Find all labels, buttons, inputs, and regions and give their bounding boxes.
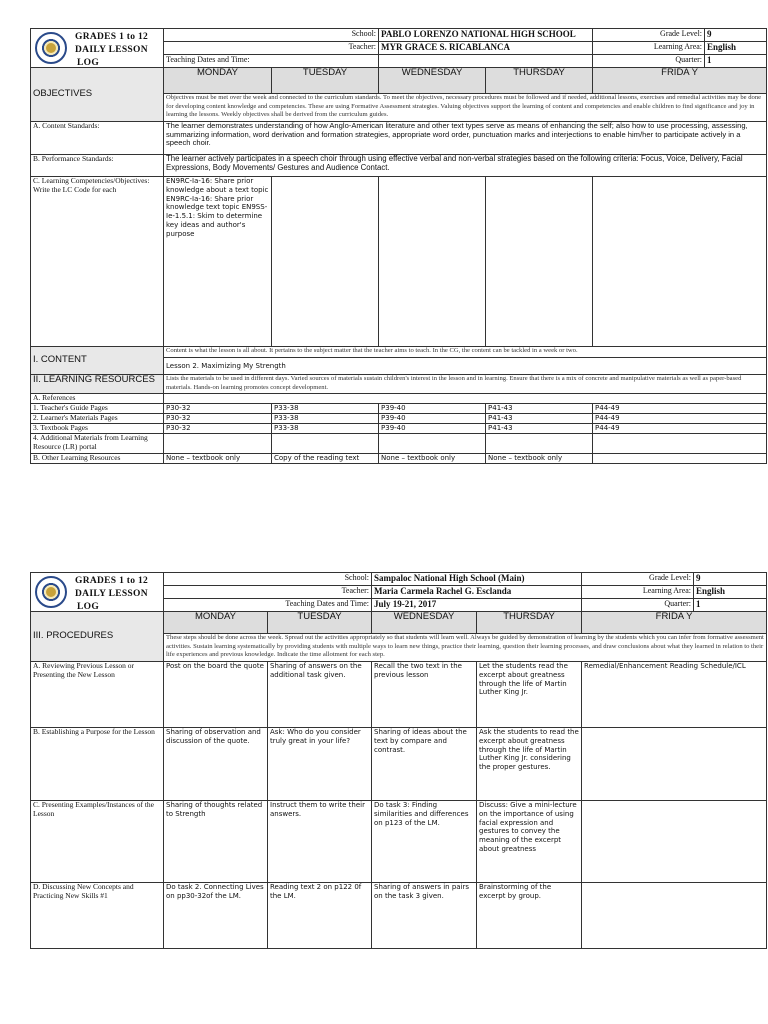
resource-row-label: 1. Teacher's Guide Pages [31, 404, 164, 414]
content-text: Lesson 2. Maximizing My Strength [164, 358, 767, 375]
resource-cell: P33-38 [272, 424, 379, 434]
procedure-cell: Reading text 2 on p122 0f the LM. [268, 883, 372, 949]
resource-cell: Copy of the reading text [272, 454, 379, 464]
title-line: DAILY LESSON [75, 589, 148, 599]
procedure-cell: Sharing of answers on the additional task given. [268, 662, 372, 728]
school-label: School: [164, 573, 372, 586]
references-label: A. References [31, 394, 164, 404]
procedure-cell [582, 728, 767, 801]
procedure-cell: Discuss: Give a mini-lecture on the importance of using facial expression and gestures to convey the meaning of the excerpt about greatness [477, 801, 582, 883]
day-monday: MONDAY [164, 612, 268, 634]
procedures-note: These steps should be done across the week. Spread out the activities appropriately so that students will learn well. Always be guided by demonstration of learning by the students which you can infer from formative assessment activities. Sustain learning systematically by providing students with multiple ways to learn new things, practice their learning, question their learning processes, and draw conclusions about what they learned in relation to their life experiences and previous knowledge. Indicate the time allotment for each step. [164, 634, 767, 662]
resource-cell [272, 434, 379, 454]
resource-row-label: 3. Textbook Pages [31, 424, 164, 434]
grade-label: Grade Level: [593, 29, 705, 42]
resource-cell: P44-49 [593, 424, 767, 434]
procedure-cell: Sharing of ideas about the text by compare and contrast. [372, 728, 477, 801]
teacher-label: Teacher: [164, 42, 379, 55]
title-line: LOG [77, 58, 100, 68]
competencies-tuesday [272, 177, 379, 347]
header-logo-block [31, 29, 164, 68]
title-line: GRADES 1 to 12 [75, 32, 149, 42]
lesson-log-page-1 [30, 28, 766, 464]
lesson-log-page-2 [30, 572, 766, 949]
title-line: DAILY LESSON [75, 45, 148, 55]
teacher-value: Maria Carmela Rachel G. Esclanda [372, 586, 582, 599]
resource-cell: None – textbook only [486, 454, 593, 464]
resource-cell: None – textbook only [164, 454, 272, 464]
procedure-cell: Post on the board the quote [164, 662, 268, 728]
day-wednesday: WEDNESDAY [372, 612, 477, 634]
competencies-friday [593, 177, 767, 347]
resource-cell: P44-49 [593, 414, 767, 424]
procedure-cell [582, 883, 767, 949]
dates-label: Teaching Dates and Time: [164, 55, 379, 68]
procedure-cell: Instruct them to write their answers. [268, 801, 372, 883]
title-line: LOG [77, 602, 100, 612]
resource-cell: P33-38 [272, 414, 379, 424]
content-standards-label: A. Content Standards: [31, 122, 164, 155]
resource-row-label: 4. Additional Materials from Learning Resource (LR) portal [31, 434, 164, 454]
resources-label: II. LEARNING RESOURCES [31, 375, 164, 394]
day-monday: MONDAY [164, 68, 272, 94]
grade-value: 9 [705, 29, 767, 42]
content-label: I. CONTENT [31, 347, 164, 375]
procedure-cell: Ask the students to read the excerpt about greatness through the life of Martin Luther King Jr. considering the proper gestures. [477, 728, 582, 801]
resource-cell: P33-38 [272, 404, 379, 414]
day-thursday: THURSDAY [486, 68, 593, 94]
day-thursday: THURSDAY [477, 612, 582, 634]
competencies-monday: EN9RC-Ia-16: Share prior knowledge about a text topic EN9RC-Ia-16: Share prior knowledge text topic EN9SS-Ie-1.5.1: Skim to determine key ideas and author's purpose [164, 177, 272, 347]
day-friday: FRIDA Y [582, 612, 767, 634]
procedure-row-label: B. Establishing a Purpose for the Lesson [31, 728, 164, 801]
day-tuesday: TUESDAY [272, 68, 379, 94]
resource-row-label: 2. Learner's Materials Pages [31, 414, 164, 424]
references-blank [164, 394, 767, 404]
teacher-label: Teacher: [164, 586, 372, 599]
competencies-thursday [486, 177, 593, 347]
resource-cell: P39-40 [379, 404, 486, 414]
competencies-wednesday [379, 177, 486, 347]
procedure-cell: Do task 3: Finding similarities and differences on p123 of the LM. [372, 801, 477, 883]
quarter-value: 1 [694, 599, 767, 612]
resource-cell: P30-32 [164, 404, 272, 414]
lesson-log-table-1 [30, 28, 767, 464]
procedure-row-label: A. Reviewing Previous Lesson or Presenting the New Lesson [31, 662, 164, 728]
dates-value: July 19-21, 2017 [372, 599, 582, 612]
dates-label: Teaching Dates and Time: [164, 599, 372, 612]
content-standards-text: The learner demonstrates understanding of how Anglo-American literature and other text types serve as means of enhancing the self; also how to use processing, assessing, summarizing information, word derivation and formation strategies, appropriate word order, punctuation marks and interjections to enable him/her to participate actively in a speech choir. [164, 122, 767, 155]
header-title [75, 575, 148, 612]
day-tuesday: TUESDAY [268, 612, 372, 634]
resource-cell [486, 434, 593, 454]
resource-cell: None – textbook only [379, 454, 486, 464]
school-value: PABLO LORENZO NATIONAL HIGH SCHOOL [379, 29, 593, 42]
procedure-cell: Recall the two text in the previous lesson [372, 662, 477, 728]
resource-cell [379, 434, 486, 454]
resource-cell: P30-32 [164, 424, 272, 434]
resource-cell [593, 454, 767, 464]
competencies-label: C. Learning Competencies/Objectives: Write the LC Code for each [31, 177, 164, 347]
quarter-label: Quarter: [582, 599, 694, 612]
grade-value: 9 [694, 573, 767, 586]
title-line: GRADES 1 to 12 [75, 576, 149, 586]
resource-cell: P39-40 [379, 414, 486, 424]
objectives-label: OBJECTIVES [31, 68, 164, 122]
procedure-row-label: C. Presenting Examples/Instances of the Lesson [31, 801, 164, 883]
area-label: Learning Area: [593, 42, 705, 55]
procedure-cell: Remedial/Enhancement Reading Schedule/ICL [582, 662, 767, 728]
performance-standards-label: B. Performance Standards: [31, 155, 164, 177]
header-title [75, 31, 148, 68]
quarter-label: Quarter: [593, 55, 705, 68]
procedure-cell: Brainstorming of the excerpt by group. [477, 883, 582, 949]
procedures-label: III. PROCEDURES [31, 612, 164, 662]
resource-cell: P41-43 [486, 404, 593, 414]
resource-cell [164, 434, 272, 454]
resources-note: Lists the materials to be used in different days. Varied sources of materials sustain children's interest in the lesson and in learning. Ensure that there is a mix of concrete and manipulative materials as well as paper-based materials. Hands-on learning promotes concept development. [164, 375, 767, 394]
area-value: English [705, 42, 767, 55]
procedure-cell: Sharing of observation and discussion of the quote. [164, 728, 268, 801]
procedure-cell: Let the students read the excerpt about greatness through the life of Martin Luther King Jr. [477, 662, 582, 728]
objectives-note: Objectives must be met over the week and connected to the curriculum standards. To meet the objectives, necessary procedures must be followed and if needed, additional lessons, exercises and remedial activities may be done for developing content knowledge and competencies. These are using Formative Assessment strategies. Valuing objectives support the learning of content and competencies and enable children to find significance and joy in learning the lessons. Weekly objectives shall be derived from the curriculum guides. [164, 94, 767, 122]
procedure-cell: Sharing of thoughts related to Strength [164, 801, 268, 883]
day-friday: FRIDA Y [593, 68, 767, 94]
content-note: Content is what the lesson is all about. It pertains to the subject matter that the teacher aims to teach. In the CG, the content can be tackled in a week or two. [164, 347, 767, 358]
day-wednesday: WEDNESDAY [379, 68, 486, 94]
procedure-cell: Sharing of answers in pairs on the task 3 given. [372, 883, 477, 949]
resource-cell: P30-32 [164, 414, 272, 424]
resource-row-label: B. Other Learning Resources [31, 454, 164, 464]
resource-cell [593, 434, 767, 454]
resource-cell: P41-43 [486, 424, 593, 434]
lesson-log-table-2 [30, 572, 767, 949]
procedure-row-label: D. Discussing New Concepts and Practicing New Skills #1 [31, 883, 164, 949]
resource-cell: P41-43 [486, 414, 593, 424]
quarter-value: 1 [705, 55, 767, 68]
school-label: School: [164, 29, 379, 42]
grade-label: Grade Level: [582, 573, 694, 586]
resource-cell: P44-49 [593, 404, 767, 414]
area-label: Learning Area: [582, 586, 694, 599]
school-value: Sampaloc National High School (Main) [372, 573, 582, 586]
teacher-value: MYR GRACE S. RICABLANCA [379, 42, 593, 55]
area-value: English [694, 586, 767, 599]
procedure-cell [582, 801, 767, 883]
deped-seal-icon [35, 576, 67, 608]
performance-standards-text: The learner actively participates in a speech choir through using effective verbal and non-verbal strategies based on the following criteria: Focus, Voice, Delivery, Facial Expressions, Body Movements/ Gestures and Audience Contact. [164, 155, 767, 177]
dates-value [379, 55, 593, 68]
procedure-cell: Ask: Who do you consider truly great in your life? [268, 728, 372, 801]
header-logo-block [31, 573, 164, 612]
procedure-cell: Do task 2. Connecting Lives on pp30-32of the LM. [164, 883, 268, 949]
resource-cell: P39-40 [379, 424, 486, 434]
deped-seal-icon [35, 32, 67, 64]
